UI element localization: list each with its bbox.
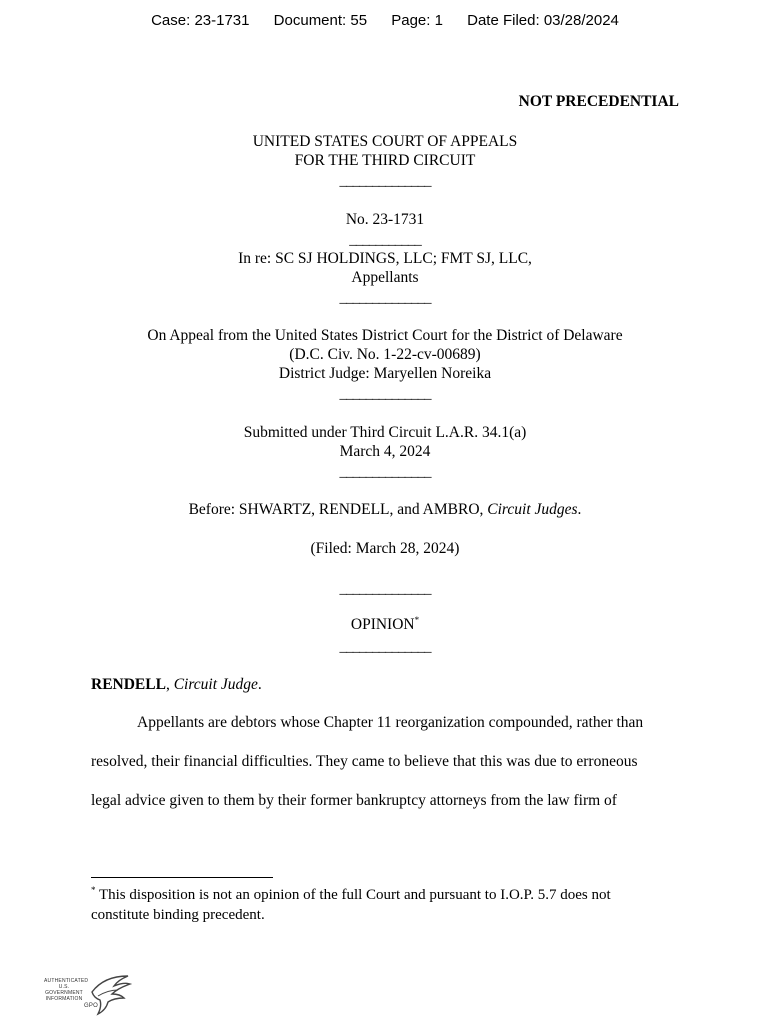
opinion-label: OPINION	[350, 616, 415, 633]
panel-judges-names: Before: SHWARTZ, RENDELL, and AMBRO,	[188, 501, 488, 518]
case-number-header: Case: 23-1731	[151, 12, 250, 29]
gpo-authentication-logo	[44, 972, 136, 1016]
appeal-line3: District Judge: Maryellen Noreika	[278, 365, 492, 382]
author-title: Circuit Judge	[173, 676, 258, 693]
author-name: RENDELL	[91, 676, 166, 693]
opinion-heading	[0, 615, 770, 635]
gpo-logo-line2: U.S. GOVERNMENT	[45, 984, 83, 996]
footnote-divider	[91, 877, 273, 878]
panel-judges-period: .	[577, 501, 582, 518]
body-line-3: legal advice given to them by their former bankruptcy attorneys from the law firm of	[91, 792, 617, 809]
footnote-line1	[91, 885, 691, 905]
footnote-line2: constitute binding precedent.	[91, 907, 265, 923]
body-line-1: Appellants are debtors whose Chapter 11 reorganization compounded, rather than	[137, 714, 644, 731]
appeal-line2: (D.C. Civ. No. 1-22-cv-00689)	[289, 346, 481, 363]
panel-judges	[0, 500, 770, 520]
case-number: No. 23-1731	[345, 211, 425, 228]
eagle-icon	[84, 972, 134, 1016]
footnote-marker: *	[91, 885, 96, 895]
gpo-logo-line1: AUTHENTICATED	[44, 978, 89, 984]
court-name-line2: FOR THE THIRD CIRCUIT	[294, 152, 476, 169]
footnote-text-1: This disposition is not an opinion of the full Court and pursuant to I.O.P. 5.7 does not	[95, 887, 611, 903]
footnote	[91, 885, 691, 925]
author-separator: ,	[165, 676, 174, 693]
opinion-footnote-marker: *	[414, 614, 420, 625]
parties-line2: Appellants	[351, 269, 419, 286]
separator-rule: ______________	[339, 581, 431, 597]
not-precedential-label: NOT PRECEDENTIAL	[518, 93, 679, 110]
separator-rule: ______________	[339, 290, 431, 306]
body-line-2: resolved, their financial difficulties. They came to believe that this was due to erroneous	[91, 753, 638, 770]
gpo-mark: GPO	[84, 1003, 98, 1009]
page-number-header: Page: 1	[391, 12, 443, 29]
gpo-logo-line3: INFORMATION	[45, 996, 83, 1002]
separator-rule: ______________	[339, 639, 431, 655]
document-number-header: Document: 55	[273, 12, 368, 29]
separator-rule: ______________	[339, 173, 431, 189]
filed-date: (Filed: March 28, 2024)	[310, 540, 460, 557]
panel-judges-title: Circuit Judges	[487, 501, 578, 518]
filing-header	[0, 12, 770, 29]
court-name-line1: UNITED STATES COURT OF APPEALS	[252, 133, 518, 150]
opinion-author	[91, 675, 691, 695]
appeal-line1: On Appeal from the United States District Court for the District of Delaware	[147, 327, 623, 344]
separator-rule: ______________	[339, 386, 431, 402]
separator-rule: ______________	[339, 464, 431, 480]
submitted-date: March 4, 2024	[339, 443, 431, 460]
author-period: .	[257, 676, 262, 693]
date-filed-header: Date Filed: 03/28/2024	[467, 12, 619, 29]
parties-line1: In re: SC SJ HOLDINGS, LLC; FMT SJ, LLC,	[238, 250, 532, 267]
separator-rule: ___________	[349, 232, 421, 248]
submitted-line1: Submitted under Third Circuit L.A.R. 34.1(a)	[243, 424, 527, 441]
